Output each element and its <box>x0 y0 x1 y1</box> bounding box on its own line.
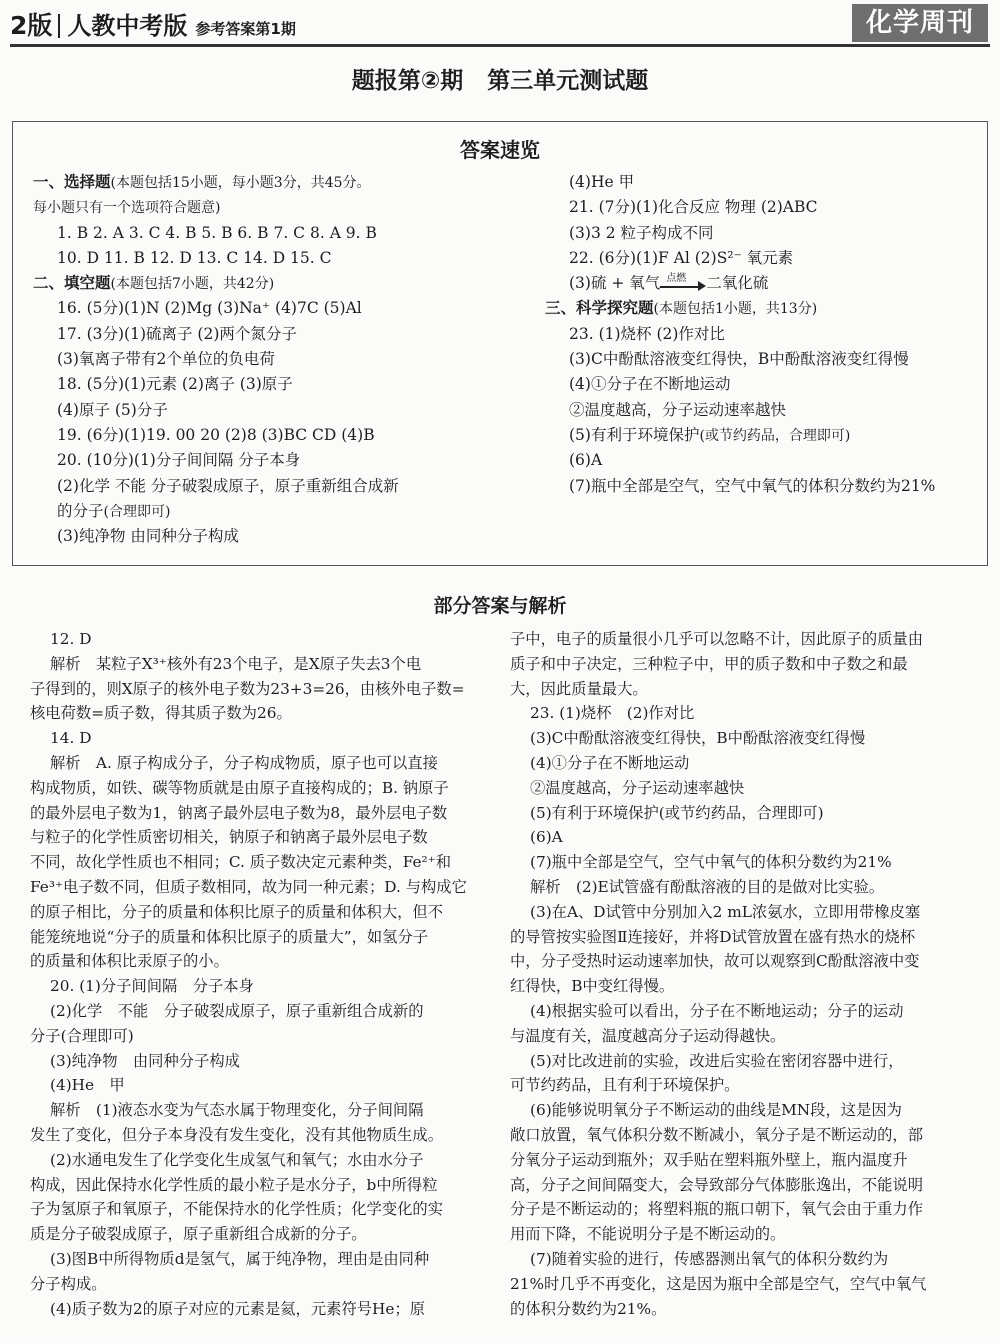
analysis-line: 14. D <box>50 729 92 748</box>
analysis-line: 能笼统地说“分子的质量和体积比原子的质量大”，如氢分子 <box>30 927 429 946</box>
answer-text: (2)化学 不能 分子破裂成原子，原子重新组合成新 <box>57 476 399 495</box>
analysis-line: 构成物质，如铁、碳等物质就是由原子直接构成的；B. 钠原子 <box>30 778 449 797</box>
answer-line <box>545 296 935 321</box>
analysis-line: (5)对比改进前的实验，改进后实验在密闭容器中进行， <box>530 1051 904 1070</box>
answer-line <box>33 221 399 246</box>
analysis-line: 的原子相比，分子的质量和体积比原子的质量和体积大，但不 <box>30 902 444 921</box>
analysis-line: (4)根据实验可以看出，分子在不断地运动；分子的运动 <box>530 1001 904 1020</box>
answer-text: 19. (6分)(1)19. 00 20 (2)8 (3)BC CD (4)B <box>57 425 375 444</box>
answer-text: 22. (6分)(1)F Al (2)S²⁻ 氧元素 <box>569 248 794 267</box>
answer-note: (本题包括1小题，共13分) <box>653 301 818 318</box>
answer-line <box>33 170 399 195</box>
quick-answer-title: 答案速览 <box>460 138 540 162</box>
analysis-line: (4)He 甲 <box>50 1076 125 1095</box>
analysis-line: 核电荷数=质子数，得其质子数为26。 <box>30 704 292 723</box>
answer-text: (4)①分子在不断地运动 <box>569 375 731 394</box>
answer-line <box>545 322 935 347</box>
answer-line <box>33 499 399 524</box>
answer-line <box>545 347 935 372</box>
answer-note: (合理即可) <box>103 503 171 520</box>
reaction-arrow-icon <box>660 273 706 290</box>
analysis-line: (4)①分子在不断地运动 <box>530 753 690 772</box>
answer-line <box>545 271 935 296</box>
analysis-line: 分子是不断运动的；将塑料瓶的瓶口朝下，氧气会由于重力作 <box>510 1200 924 1219</box>
answer-line <box>33 474 399 499</box>
quick-answer-right-column <box>545 170 935 499</box>
answer-line <box>33 448 399 473</box>
answer-line <box>33 246 399 271</box>
answer-note: (本题包括15小题，每小题3分，共45分。 <box>110 175 371 191</box>
answer-line <box>545 448 935 473</box>
answer-text: 二氧化硫 <box>706 274 769 293</box>
answer-text: (3)C中酚酞溶液变红得快，B中酚酞溶液变红得慢 <box>569 350 909 369</box>
answer-line <box>545 170 935 195</box>
answer-line <box>33 296 399 321</box>
section-heading: 二、填空题 <box>33 274 111 293</box>
brand-logo: 化学周刊 <box>852 4 988 42</box>
analysis-line: 用而下降，不能说明分子是不断运动的。 <box>510 1225 786 1244</box>
answer-line <box>545 398 935 423</box>
answer-text: (3)硫 + 氧气 <box>569 274 661 293</box>
header-divider <box>58 14 60 38</box>
answer-text: (3)氧离子带有2个单位的负电荷 <box>57 350 275 369</box>
analysis-line: (4)质子数为2的原子对应的元素是氦，元素符号He；原 <box>50 1299 426 1318</box>
answer-text: 23. (1)烧杯 (2)作对比 <box>569 324 725 343</box>
analysis-line: 红得快，B中变红得慢。 <box>510 977 675 996</box>
header-left <box>10 6 296 42</box>
header-rule <box>10 44 990 47</box>
answer-line <box>545 221 935 246</box>
analysis-line: 21%时几乎不再变化，这是因为瓶中全部是空气，空气中氧气 <box>510 1274 927 1293</box>
answer-text: 的分子 <box>57 501 104 520</box>
page-version: 2版 <box>10 11 53 40</box>
analysis-line: 解析 A. 原子构成分子，分子构成物质，原子也可以直接 <box>50 753 438 772</box>
analysis-line: ②温度越高，分子运动速率越快 <box>530 778 745 797</box>
reaction-condition: 点燃 <box>666 273 687 285</box>
analysis-line: 子中，电子的质量很小几乎可以忽略不计，因此原子的质量由 <box>510 630 924 648</box>
analysis-left-column <box>30 627 467 1321</box>
answer-line <box>545 423 935 448</box>
analysis-line: (3)图B中所得物质d是氢气，属于纯净物，理由是由同种 <box>50 1249 430 1268</box>
answer-line <box>545 195 935 220</box>
answer-line <box>33 398 399 423</box>
analysis-line: (5)有利于环境保护(或节约药品，合理即可) <box>530 803 824 822</box>
analysis-right-column <box>510 627 926 1321</box>
page-title <box>0 62 1000 95</box>
analysis-line: 解析 某粒子X³⁺核外有23个电子，是X原子失去3个电 <box>50 654 422 673</box>
analysis-line: (3)C中酚酞溶液变红得快，B中酚酞溶液变红得慢 <box>530 729 866 748</box>
answer-line <box>33 524 399 549</box>
answer-text: ②温度越高，分子运动速率越快 <box>569 400 787 419</box>
answer-text: (3)3 2 粒子构成不同 <box>569 223 714 242</box>
answer-note: (或节约药品，合理即可) <box>699 427 851 444</box>
answer-line <box>33 372 399 397</box>
header-subtitle: 参考答案第1期 <box>195 20 296 38</box>
analysis-line: 质子和中子决定，三种粒子中，甲的质子数和中子数之和最 <box>510 654 908 673</box>
analysis-line: 大，因此质量最大。 <box>510 679 648 698</box>
quick-answer-box <box>12 121 988 566</box>
analysis-line: (3)在A、D试管中分别加入2 mL浓氨水，立即用带橡皮塞 <box>530 902 921 921</box>
answer-line <box>545 246 935 271</box>
analysis-line: 质是分子破裂成原子，原子重新组合成新的分子。 <box>30 1225 367 1244</box>
analysis-line: 12. D <box>50 630 92 648</box>
analysis-line: (3)纯净物 由同种分子构成 <box>50 1051 240 1070</box>
analysis-line: 的最外层电子数为1，钠离子最外层电子数为8，最外层电子数 <box>30 803 448 822</box>
analysis-line: 分子构成。 <box>30 1274 107 1293</box>
analysis-line: 的导管按实验图Ⅱ连接好，并将D试管放置在盛有热水的烧杯 <box>510 927 916 946</box>
analysis-line: 子为氢原子和氧原子，不能保持水的化学性质；化学变化的实 <box>30 1200 444 1219</box>
analysis-line: 中，分子受热时运动速率加快，故可以观察到C酚酞溶液中变 <box>510 952 920 971</box>
answer-text: 17. (3分)(1)硫离子 (2)两个氮分子 <box>57 324 297 343</box>
answer-text: (5)有利于环境保护 <box>569 425 700 444</box>
analysis-line: Fe³⁺电子数不同，但质子数相同，故为同一种元素；D. 与构成它 <box>30 877 467 896</box>
section-heading: 三、科学探究题 <box>545 299 654 318</box>
analysis-line: (2)水通电发生了化学变化生成氢气和氧气；水由水分子 <box>50 1150 424 1169</box>
section-heading: 一、选择题 <box>33 173 111 191</box>
analysis-title: 部分答案与解析 <box>433 595 567 617</box>
analysis-line: 与温度有关，温度越高分子运动得越快。 <box>510 1026 786 1045</box>
analysis-line: 的体积分数约为21%。 <box>510 1299 667 1318</box>
answer-text: (7)瓶中全部是空气，空气中氧气的体积分数约为21% <box>569 476 936 495</box>
answer-line <box>545 372 935 397</box>
analysis-line: 解析 (2)E试管盛有酚酞溶液的目的是做对比实验。 <box>530 877 885 896</box>
analysis-line: 高，分子之间间隔变大，会导致部分气体膨胀逸出，不能说明 <box>510 1175 924 1194</box>
answer-line <box>33 423 399 448</box>
analysis-line: 不同，故化学性质也不相同；C. 质子数决定元素种类，Fe²⁺和 <box>30 853 452 872</box>
quick-answer-left-column <box>33 170 399 549</box>
analysis-line: 23. (1)烧杯 (2)作对比 <box>530 704 695 723</box>
page-header <box>0 0 1000 46</box>
answer-text: 1. B 2. A 3. C 4. B 5. B 6. B 7. C 8. A 9. B <box>57 223 377 242</box>
analysis-line: (6)能够说明氧分子不断运动的曲线是MN段，这是因为 <box>530 1101 902 1120</box>
answer-line <box>33 271 399 296</box>
analysis-line: 构成，因此保持水化学性质的最小粒子是水分子，b中所得粒 <box>30 1175 438 1194</box>
analysis-line: 可节约药品，且有利于环境保护。 <box>510 1076 740 1095</box>
title-part-1: 题报第②期 <box>351 68 464 94</box>
answer-text: 16. (5分)(1)N (2)Mg (3)Na⁺ (4)7C (5)Al <box>57 299 362 318</box>
analysis-line: 与粒子的化学性质密切相关，钠原子和钠离子最外层电子数 <box>30 828 428 847</box>
answer-text: 10. D 11. B 12. D 13. C 14. D 15. C <box>57 248 332 267</box>
answer-text: 20. (10分)(1)分子间间隔 分子本身 <box>57 451 301 470</box>
title-part-2: 第三单元测试题 <box>487 68 649 94</box>
answer-text: (4)He 甲 <box>569 173 635 191</box>
answer-line <box>33 322 399 347</box>
answer-text: (3)纯净物 由同种分子构成 <box>57 527 239 546</box>
analysis-line: 子得到的，则X原子的核外电子数为23+3=26，由核外电子数= <box>30 679 465 698</box>
answer-text: 21. (7分)(1)化合反应 物理 (2)ABC <box>569 198 818 217</box>
analysis-line: 发生了变化，但分子本身没有发生变化，没有其他物质生成。 <box>30 1125 444 1144</box>
answer-line <box>33 195 399 220</box>
analysis-line: (7)瓶中全部是空气，空气中氧气的体积分数约为21% <box>530 853 892 872</box>
edition-label: 人教中考版 <box>67 12 188 40</box>
analysis-line: 解析 (1)液态水变为气态水属于物理变化，分子间间隔 <box>50 1101 424 1120</box>
answer-note: (本题包括7小题，共42分) <box>110 276 275 293</box>
answer-text: 18. (5分)(1)元素 (2)离子 (3)原子 <box>57 375 293 394</box>
analysis-line: 分子(合理即可) <box>30 1026 134 1045</box>
answer-text: (6)A <box>569 451 603 470</box>
analysis-line: 20. (1)分子间间隔 分子本身 <box>50 977 254 996</box>
answer-line <box>545 474 935 499</box>
analysis-line: 的质量和体积比汞原子的小。 <box>30 952 229 971</box>
answer-note: 每小题只有一个选项符合题意) <box>33 200 221 217</box>
answer-line <box>33 347 399 372</box>
analysis-line: (7)随着实验的进行，传感器测出氧气的体积分数约为 <box>530 1249 889 1268</box>
analysis-line: 敞口放置，氧气体积分数不断减小，氧分子是不断运动的，部 <box>510 1125 924 1144</box>
analysis-line: (2)化学 不能 分子破裂成原子，原子重新组合成新的 <box>50 1001 424 1020</box>
answer-text: (4)原子 (5)分子 <box>57 400 168 419</box>
analysis-line: 分氧分子运动到瓶外；双手贴在塑料瓶外壁上，瓶内温度升 <box>510 1150 908 1169</box>
analysis-line: (6)A <box>530 828 563 847</box>
